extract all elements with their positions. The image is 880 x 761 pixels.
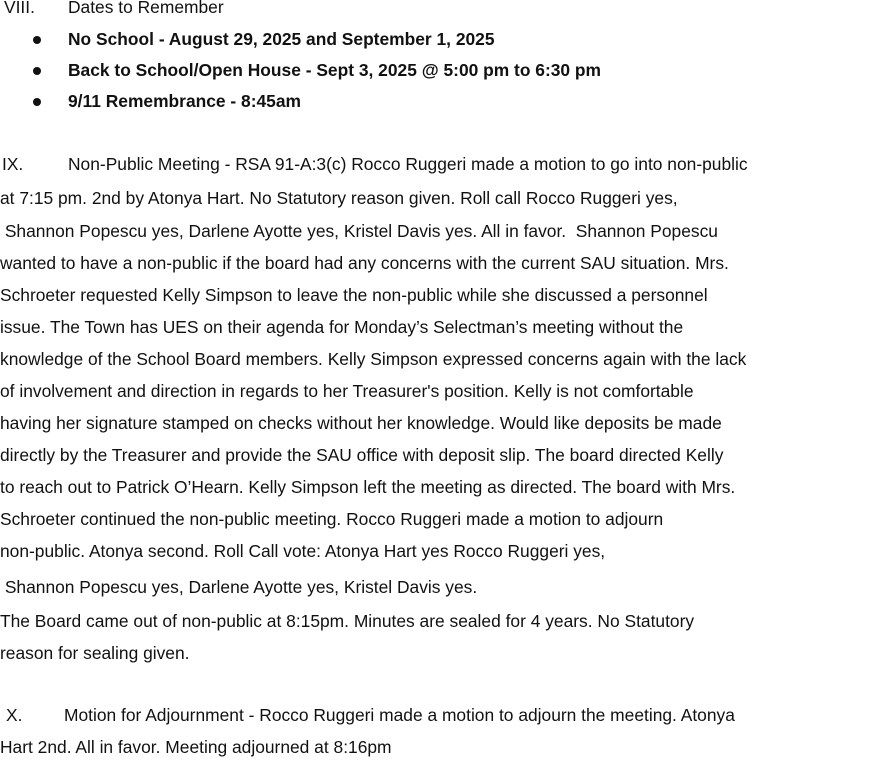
list-item: 9/11 Remembrance - 8:45am (68, 91, 301, 111)
section-number: X. (6, 705, 23, 725)
paragraph-line: Shannon Popescu yes, Darlene Ayotte yes, Kristel Davis yes. (0, 577, 478, 597)
paragraph-line: directly by the Treasurer and provide the SAU office with deposit slip. The board directed Kelly (0, 445, 724, 465)
paragraph-line: reason for sealing given. (0, 643, 190, 663)
paragraph-line: The Board came out of non-public at 8:15pm. Minutes are sealed for 4 years. No Statutory (0, 611, 695, 631)
list-item: Back to School/Open House - Sept 3, 2025 @ 5:00 pm to 6:30 pm (68, 60, 602, 80)
paragraph-line: Motion for Adjournment - Rocco Ruggeri made a motion to adjourn the meeting. Atonya (64, 705, 735, 725)
bullet-icon (33, 67, 41, 75)
paragraph-line: Schroeter requested Kelly Simpson to leave the non-public while she discussed a personnel (0, 285, 708, 305)
paragraph-line: knowledge of the School Board members. Kelly Simpson expressed concerns again with the lack (0, 349, 747, 369)
paragraph-line: issue. The Town has UES on their agenda for Monday’s Selectman’s meeting without the (0, 317, 684, 337)
paragraph-line: having her signature stamped on checks without her knowledge. Would like deposits be made (0, 413, 722, 433)
section-title: Dates to Remember (68, 0, 224, 17)
paragraph-line: to reach out to Patrick O’Hearn. Kelly Simpson left the meeting as directed. The board with Mrs. (0, 477, 736, 497)
paragraph-line: Hart 2nd. All in favor. Meeting adjourned at 8:16pm (0, 737, 392, 757)
paragraph-line: Shannon Popescu yes, Darlene Ayotte yes, Kristel Davis yes. All in favor. Shannon Popescu (0, 221, 718, 241)
section-number: VIII. (4, 0, 35, 17)
paragraph-line: Non-Public Meeting - RSA 91-A:3(c) Rocco Ruggeri made a motion to go into non-public (68, 154, 748, 174)
list-item: No School - August 29, 2025 and September 1, 2025 (68, 29, 495, 49)
bullet-icon (33, 98, 41, 106)
paragraph-line: non-public. Atonya second. Roll Call vote: Atonya Hart yes Rocco Ruggeri yes, (0, 541, 606, 561)
bullet-icon (33, 36, 41, 44)
paragraph-line: at 7:15 pm. 2nd by Atonya Hart. No Statutory reason given. Roll call Rocco Ruggeri yes, (0, 188, 678, 208)
paragraph-line: of involvement and direction in regards to her Treasurer's position. Kelly is not comfortable (0, 381, 694, 401)
section-number: IX. (2, 154, 24, 174)
paragraph-line: Schroeter continued the non-public meeting. Rocco Ruggeri made a motion to adjourn (0, 509, 664, 529)
paragraph-line: wanted to have a non-public if the board had any concerns with the current SAU situation. Mrs. (0, 253, 729, 273)
